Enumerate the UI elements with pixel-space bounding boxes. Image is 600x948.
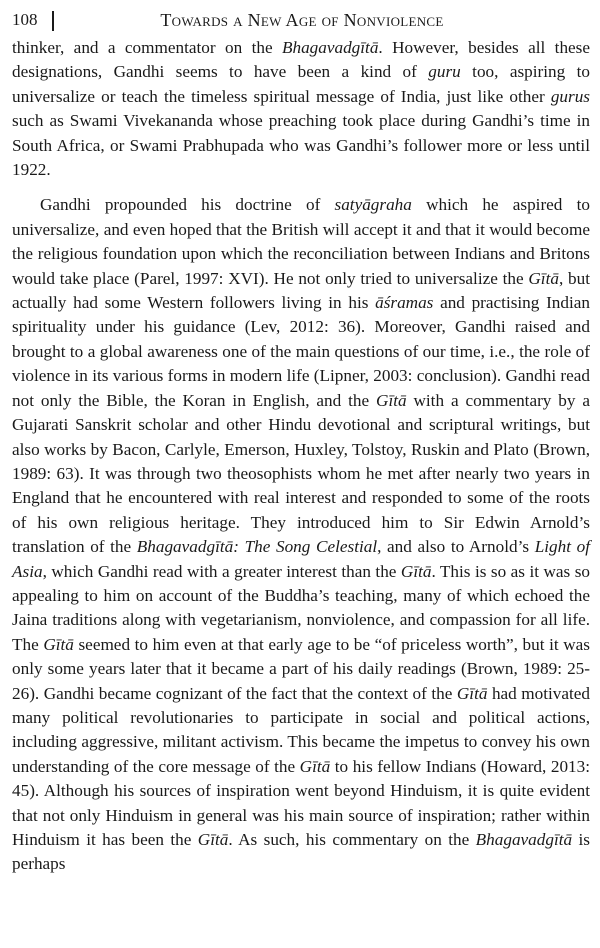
text-span: Gandhi propounded his doctrine of (40, 195, 335, 215)
italic-term: Bhagavadgītā (475, 830, 573, 849)
text-span: . However, besides all these designations, Gandhi seems to have been a kind of (12, 38, 590, 82)
italic-term: satyāgraha (334, 195, 412, 215)
italic-term: Gītā (376, 390, 407, 410)
paragraph-1 (12, 36, 590, 182)
italic-term: Gītā (400, 561, 432, 581)
running-title: Towards a New Age of Nonviolence (160, 10, 444, 30)
italic-term: gurus (550, 86, 590, 106)
italic-term: āśramas (375, 293, 434, 313)
page-number: 108 (12, 10, 38, 29)
text-span: had motivated many political revolutionaries to participate in social and political actions, including aggressive, militant activism. This became the impetus to convey his own understanding of the core message of the (12, 683, 590, 776)
text-span: is perhaps (12, 830, 590, 874)
text-span: too, aspiring to universalize or teach the timeless spiritual message of India, just like other (12, 62, 590, 106)
italic-term: guru (428, 62, 461, 82)
page-header (12, 6, 592, 34)
italic-term: Gītā (43, 634, 74, 654)
text-span: , and also to Arnold’s (377, 537, 535, 557)
italic-term: Gītā (197, 830, 229, 849)
text-span: . As such, his commentary on the (228, 830, 476, 849)
italic-term: Gītā (299, 756, 331, 776)
italic-term: Bhagavadgītā: The Song Celestial (136, 537, 378, 557)
italic-term: Light of Asia (12, 537, 590, 581)
italic-term: Bhagavadgītā (281, 38, 379, 57)
text-span: , but actually had some Western followers living in his (12, 268, 590, 313)
text-span: such as Swami Vivekananda whose preaching took place during Gandhi’s time in South Africa, or Swami Prabhupada who was Gandhi’s follower more or less until 1922. (12, 111, 590, 180)
body-text (12, 36, 590, 877)
text-span: which he aspired to universalize, and even hoped that the British will accept it and that it would become the religious foundation upon which the reconciliation between Indians and Britons would take place (Parel, 1997: XVI). He not only tried to universalize the (12, 195, 590, 288)
text-span: and practising Indian spirituality under his guidance (Lev, 2012: 36). Moreover, Gandhi raised and brought to a global awareness one of the main questions of our time, i.e., the role of violence in its various forms in modern life (Lipner, 2003: conclusion). Gandhi read not only the Bible, the Koran in English, and the (12, 293, 590, 410)
text-span: . This is so as it was so appealing to him on account of the Buddha’s teaching, many of which echoed the Jaina traditions along with vegetarianism, nonviolence, and compassion for all life. The (12, 561, 590, 654)
text-span: to his fellow Indians (Howard, 2013: 45). Although his sources of inspiration went beyond Hinduism, it is quite evident that not only Hinduism in general was his main source of inspiration; rather within Hinduism it has been the (12, 756, 591, 849)
text-span: seemed to him even at that early age to be “of priceless worth”, but it was only some years later that it became a part of his daily readings (Brown, 1989: 25-26). Gandhi became cognizant of the fact that the context of the (12, 634, 590, 703)
text-span: with a commentary by a Gujarati Sanskrit scholar and other Hindu devotional and scriptural writings, but also works by Bacon, Carlyle, Emerson, Huxley, Tolstoy, Ruskin and Plato (Brown, 1989: 63). It was through two theosophists whom he met after nearly two years in England that he encountered with real interest and responded to some of the roots of his own religious heritage. They introduced him to Sir Edwin Arnold’s translation of the (12, 390, 591, 557)
italic-term: Gītā (456, 683, 488, 703)
text-span: , which Gandhi read with a greater interest than the (42, 561, 401, 581)
paragraph-2 (12, 193, 590, 876)
italic-term: Gītā (528, 268, 559, 288)
text-span: thinker, and a commentator on the (12, 38, 282, 57)
